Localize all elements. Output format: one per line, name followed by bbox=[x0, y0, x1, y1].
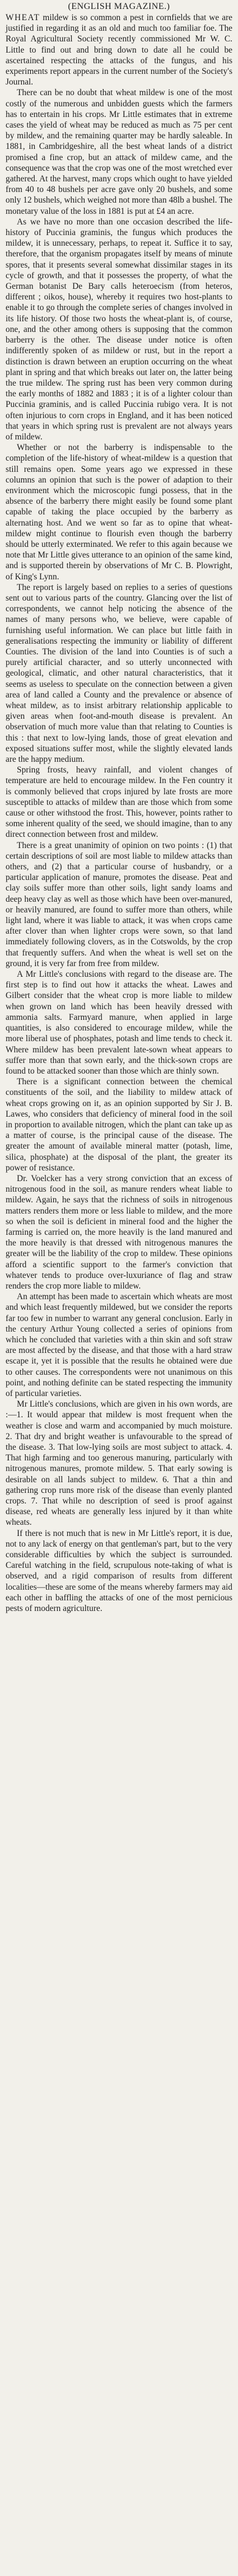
article-paragraph: There is a significant connection between the chemical constituents of the soil, and the liability to mildew attack of wheat crops growing on it, as an opinion supported by Sir J. B. Lawes, who considers that deficiency of mineral food in the soil in proportion to available nitrogen, which the plant can take up as a matter of course, is the principal cause of the disease. The greater the amount of available mineral matter (potash, lime, silica, phosphate) at the disposal of the plant, the greater its power of resistance. bbox=[6, 1077, 232, 1173]
article-paragraph: Dr. Voelcker has a very strong conviction that an excess of nitrogenous food in the soil, as manure renders wheat liable to mildew. Again, he says that the richness of soils in nitrogenous matters renders them more or less liable to mildew, and the more so when the soil is deficient in mineral food and the higher the farming is carried on, the more heavily is the land manured and the more heavily is that dressed with nitrogenous manures the greater will be the liability of the crop to mildew. These opinions afford a scientific support to the farmer's conviction that whatever tends to produce over-luxuriance of flag and straw renders the crop more liable to mildew. bbox=[6, 1173, 232, 1291]
article-paragraph: There is a great unanimity of opinion on two points : (1) that certain descriptions of soil are most liable to mildew attacks than others, and (2) that a particular course of husbandry, or a particular application of manure, promotes the disease. Peat and clay soils suffer more than other soils, light sandy loams and deep heavy clay as well as those which have been over-manured, or heavily manured, are found to suffer more than others, while light land, where it was liable to attack, it was when crops came after clover than when lighter crops were sown, so that land immediately following clovers, as in the Cotswolds, by the crop that frequently suffers. And when the wheat is well set on the ground, it is very far from free from mildew. bbox=[6, 840, 232, 968]
source-line: (ENGLISH MAGAZINE.) bbox=[68, 2, 170, 11]
article-paragraph: Whether or not the barberry is indispensable to the completion of the life-history of wheat-mildew is a question that still remains open. Some years ago we expressed in these columns an opinion that such is the power of adaption to their environment which the microscopic fungi possess, that in the absence of the barberry there might easily be found some plant capable of taking the place occupied by the barberry as alternating host. And we went so far as to opine that wheat-mildew might continue to flourish even though the barberry should be utterly exterminated. We refer to this again because we note that Mr Little gives utterance to an opinion of the same kind, and is supported therein by observations of Mr C. B. Plowright, of King's Lynn. bbox=[6, 443, 232, 582]
paragraph-text: mildew is so common a pest in cornfields that we are justified in regarding it as an old and much too familiar foe. The Royal Agricultural Society recently commissioned Mr W. C. Little to find out and bring down to date all he could be ascertained respecting the attacks of the fungus, and his experiments report appears in the current number of the Society's Journal. bbox=[6, 13, 232, 87]
article-body bbox=[6, 12, 232, 1614]
article-paragraph bbox=[6, 12, 232, 87]
article-paragraph: The report is largely based on replies to a series of questions sent out to various parts of the country. Glancing over the list of correspondents, we cannot help noticing the absence of the names of many persons who, we believe, were capable of furnishing useful information. We can place but little faith in generalisations respecting the immunity or liability of different Counties. The division of the land into Counties is of such a purely artificial character, and so utterly unconnected with geological, climatic, and other natural characteristics, that it seems as useless to speculate on the connection between a given area of land called a County and the prevalence or absence of wheat mildew, as to insist arbitrary relationship applicable to given areas when foot-and-mouth disease is prevalent. An observation of much more value than that relating to Counties is this : that next to low-lying lands, those of great elevation and exposed situations suffer most, while the slightly elevated lands are the happy medium. bbox=[6, 582, 232, 765]
article-paragraph: Spring frosts, heavy rainfall, and violent changes of temperature are held to encourage mildew. In the Fen country it is commonly believed that crops injured by late frosts are more susceptible to attacks of mildew than are those which from some cause or other withstood the frost. This, however, points rather to some inherent quality of the seed, we should imagine, than to any direct connection between frost and mildew. bbox=[6, 765, 232, 840]
article-paragraph: As we have no more than one occasion described the life-history of Puccinia graminis, the fungus which produces the mildew, it is unnecessary, perhaps, to repeat it. Suffice it to say, therefore, that the organism propagates itself by means of minute spores, that it presents several somewhat dissimilar stages in its cycle of growth, and that it possesses the property, of what the German botanist De Bary calls heteroecism (from heteros, different ; oikos, house), whereby it requires two host-plants to enable it to go through the complete series of changes involved in its life history. Of those two hosts the wheat-plant is, of course, one, and the other among others is supposing that the common barberry is the other. The disease under notice is often indifferently spoken of as mildew or rust, but in the report a distinction is drawn between an eruption occurring on the wheat plant in spring and that which breaks out later on, the latter being the true mildew. The spring rust has been very common during the early months of 1882 and 1883 ; it is of a lighter colour than Puccinia graminis, and is called Puccinia rubigo vera. It is not often injurious to corn crops in England, and it has been noticed that years in which spring rust is prevalent are not always years of mildew. bbox=[6, 217, 232, 442]
article-paragraph: A Mr Little's conclusions with regard to the disease are. The first step is to find out how it attacks the wheat. Lawes and Gilbert consider that the wheat crop is more liable to mildew when grown on land which has been heavily dressed with ammonia salts. Farmyard manure, when applied in large quantities, is also considered to encourage mildew, while the more liberal use of phosphates, potash and lime tends to check it. Where mildew has been prevalent late-sown wheat appears to suffer more than that sown early, and the thick-sown crops are found to be attacked sooner than those which are thinly sown. bbox=[6, 969, 232, 1076]
article-paragraph: Mr Little's conclusions, which are given in his own words, are :—1. It would appear that mildew is most frequent when the weather is close and warm and accompanied by much moisture. 2. That dry and bright weather is unfavourable to the spread of the disease. 3. That low-lying soils are most subject to attack. 4. That high farming and too generous manuring, particularly with nitrogenous manures, promote mildew. 5. That early sowing is desirable on all lands subject to mildew. 6. That a thin and gathering crop runs more risk of the disease than evenly planted crops. 7. That while no description of seed is proof against disease, red wheats are generally less injured by it than white wheats. bbox=[6, 1399, 232, 1528]
lead-words: WHEAT bbox=[6, 13, 40, 22]
article-paragraph: If there is not much that is new in Mr Little's report, it is due, not to any lack of energy on that gentleman's part, but to the very considerable difficulties by which the subject is surrounded. Careful watching in the field, scrupulous note-taking of what is observed, and a rigid comparison of results from different localities—these are some of the means whereby farmers may aid each other in baffling the attacks of one of the most pernicious pests of modern agriculture. bbox=[6, 1528, 232, 1614]
article-paragraph: There can be no doubt that wheat mildew is one of the most costly of the numerous and unbidden guests which the farmers has to entertain in his crops. Mr Little estimates that in extreme cases the yield of wheat may be reduced as much as 75 per cent by mildew, and the remaining quarter may be hardly saleable. In 1881, in Cambridgeshire, all the best wheat lands of a district promised a fine crop, but an attack of mildew came, and the consequence was that the crop was one of the most wretched ever gathered. At the harvest, many crops which ought to have yielded from 40 to 48 bushels per acre gave only 20 bushels, and some only 12 bushels, which weighed not more than 48lb a bushel. The monetary value of the loss in 1881 is put at £4 an acre. bbox=[6, 88, 232, 216]
article-paragraph: An attempt has been made to ascertain which wheats are most and which least frequently mildewed, but we consider the reports far too few in number to warrant any general conclusion. Early in the century Arthur Young collected a series of opinions from which he concluded that varieties with a thin skin and soft straw are most affected by the disease, and that those with a hard straw escape it, yet it is possible that the results he obtained were due to other causes. The correspondents were not unanimous on this point, and nothing definite can be stated respecting the immunity of particular varieties. bbox=[6, 1292, 232, 1398]
